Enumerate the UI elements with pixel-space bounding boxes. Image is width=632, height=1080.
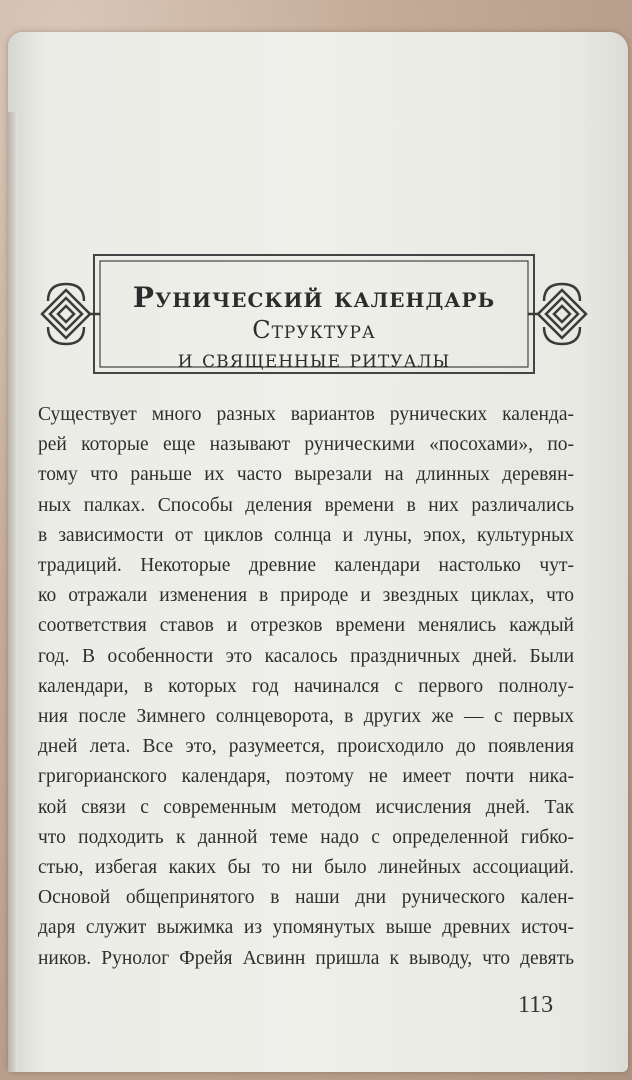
text-line: григорианского календаря, поэтому не имеет почти ника-: [38, 766, 574, 788]
chapter-title: Рунический календарь: [132, 281, 496, 314]
text-line: Существует много разных вариантов рунических календа-: [38, 404, 574, 425]
celtic-knot-left-icon: [42, 284, 100, 344]
text-line: ных палках. Способы деления времени в них различались: [38, 494, 574, 516]
text-line: рей которые еще называют руническими «посохами», по-: [38, 434, 574, 456]
chapter-subtitle-line1: Структура: [252, 316, 376, 344]
book-page: [8, 32, 628, 1072]
page-edge: [8, 112, 18, 1072]
text-line: Основой общепринятого в наши дни рунического кален-: [38, 887, 574, 909]
page-number: 113: [518, 992, 554, 1018]
text-line: что подходить к данной теме надо с определенной гибко-: [38, 826, 574, 848]
body-paragraph: [38, 400, 574, 974]
chapter-subtitle-line2: и священные ритуалы: [177, 345, 451, 373]
text-line: тому что раньше их часто вырезали на длинных деревян-: [38, 464, 574, 486]
text-line: календари, в которых год начинался с первого полнолу-: [38, 675, 574, 697]
text-line: ния после Зимнего солнцеворота, в других же — с первых: [38, 706, 574, 728]
text-line: дней лета. Все это, разумеется, происходило до появления: [38, 736, 574, 758]
text-line: год. В особенности это касалось праздничных дней. Были: [38, 645, 574, 667]
celtic-knot-right-icon: [528, 284, 586, 344]
text-line: традиций. Некоторые древние календари настолько чут-: [38, 555, 574, 577]
text-line: даря служит выжимка из упомянутых выше древних источ-: [38, 917, 574, 939]
text-line: ников. Рунолог Фрейя Асвинн пришла к выводу, что девять: [38, 947, 574, 969]
text-line: в зависимости от циклов солнца и луны, эпох, культурных: [38, 524, 574, 546]
text-line: кой связи с современным методом исчисления дней. Так: [38, 796, 574, 818]
chapter-header-frame: [36, 249, 592, 379]
text-line: соответствия ставов и отрезков времени менялись каждый: [38, 615, 574, 637]
text-line: ко отражали изменения в природе и звездных циклах, что: [38, 585, 574, 607]
text-line: стью, избегая каких бы то ни было линейных ассоциаций.: [38, 857, 574, 879]
